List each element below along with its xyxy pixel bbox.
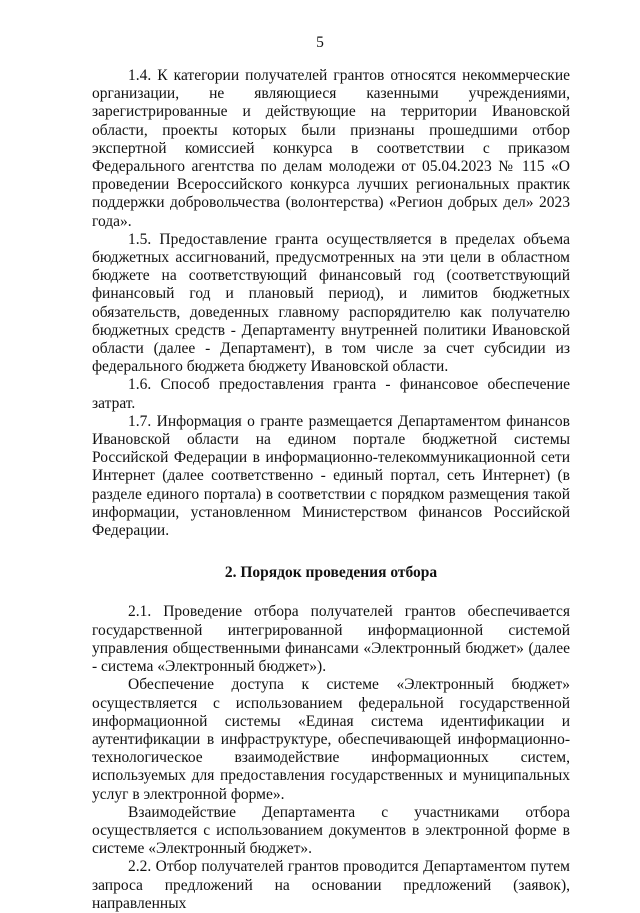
paragraph-1-7: 1.7. Информация о гранте размещается Департаментом финансов Ивановской области на едином портале бюджетной системы Российской Федерации в информационно-телекоммуникационной сети Интернет (далее соответственно - единый портал, сеть Интернет) (в разделе единого портала) в соответствии с порядком размещения такой информации, установленном Министерством финансов Российской Федерации.: [92, 412, 570, 540]
paragraph-2-1-interaction: Взаимодействие Департамента с участниками отбора осуществляется с использованием документов в электронной форме в системе «Электронный бюджет».: [92, 803, 570, 858]
paragraph-2-1-access: Обеспечение доступа к системе «Электронный бюджет» осуществляется с использованием федеральной государственной информационной системы «Единая система идентификации и аутентификации в инфраструктуре, обеспечивающей информационно-технологическое взаимодействие информационных систем, используемых для предоставления государственных и муниципальных услуг в электронной форме».: [92, 676, 570, 803]
paragraph-2-1: 2.1. Проведение отбора получателей грантов обеспечивается государственной интегрированной информационной системой управления общественными финансами «Электронный бюджет» (далее - система «Электронный бюджет»).: [92, 603, 570, 676]
page-number: 5: [316, 34, 324, 51]
paragraph-2-2: 2.2. Отбор получателей грантов проводится Департаментом путем запроса предложений на основании предложений (заявок), направленных: [92, 858, 570, 912]
paragraph-1-6: 1.6. Способ предоставления гранта - финансовое обеспечение затрат.: [92, 376, 570, 412]
paragraph-1-5: 1.5. Предоставление гранта осуществляется в пределах объема бюджетных ассигнований, предусмотренных на эти цели в областном бюджете на соответствующий финансовый год (соответствующий финансовый год и плановый период), и лимитов бюджетных обязательств, доведенных главному распорядителю как получателю бюджетных средств - Департаменту внутренней политики Ивановской области (далее - Департамент), в том числе за счет субсидии из федерального бюджета бюджету Ивановской области.: [92, 230, 570, 376]
paragraph-1-4: 1.4. К категории получателей грантов относятся некоммерческие организации, не являющиеся казенными учреждениями, зарегистрированные и действующие на территории Ивановской области, проекты которых были признаны прошедшими отбор экспертной комиссией конкурса в соответствии с приказом Федерального агентства по делам молодежи от 05.04.2023 № 115 «О проведении Всероссийского конкурса лучших региональных практик поддержки добровольчества (волонтерства) «Регион добрых дел» 2023 года».: [92, 67, 570, 230]
section-2-heading: 2. Порядок проведения отбора: [224, 564, 438, 582]
document-body: [92, 67, 570, 913]
